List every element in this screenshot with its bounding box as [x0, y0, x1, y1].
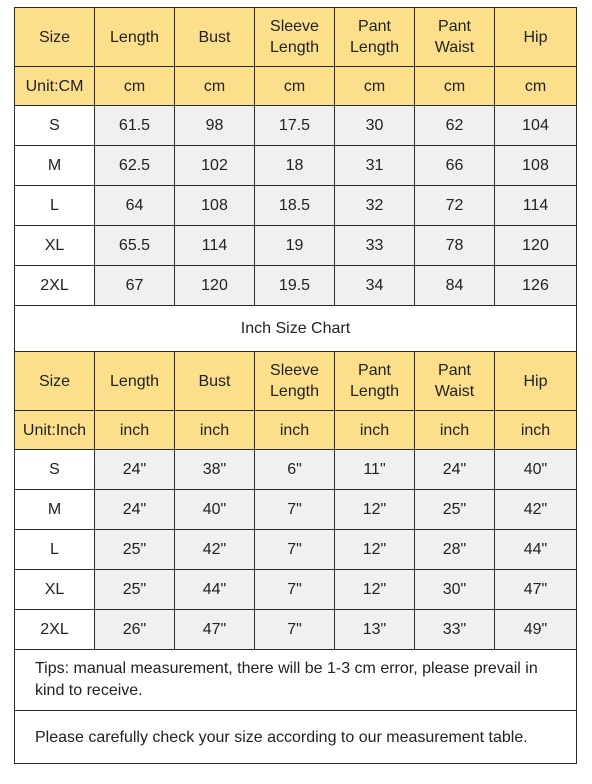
- table-row: [15, 610, 577, 650]
- value-cell: 120: [175, 266, 255, 306]
- size-cell: M: [15, 490, 95, 530]
- value-cell: 26": [95, 610, 175, 650]
- header-row: [15, 8, 577, 67]
- unit-cell: inch: [415, 411, 495, 450]
- value-cell: 114: [495, 186, 577, 226]
- value-cell: 44": [495, 530, 577, 570]
- unit-row: [15, 411, 577, 450]
- value-cell: 44": [175, 570, 255, 610]
- value-cell: 102: [175, 146, 255, 186]
- table-row: [15, 266, 577, 306]
- header-cell: Sleeve Length: [255, 8, 335, 67]
- unit-cell: inch: [335, 411, 415, 450]
- header-row: [15, 352, 577, 411]
- value-cell: 38": [175, 450, 255, 490]
- value-cell: 65.5: [95, 226, 175, 266]
- table-row: [15, 226, 577, 266]
- header-cell: Length: [95, 352, 175, 411]
- value-cell: 33": [415, 610, 495, 650]
- unit-cell: cm: [255, 67, 335, 106]
- value-cell: 66: [415, 146, 495, 186]
- header-cell: Bust: [175, 8, 255, 67]
- value-cell: 12": [335, 570, 415, 610]
- unit-cell: cm: [495, 67, 577, 106]
- header-cell: Size: [15, 352, 95, 411]
- value-cell: 19.5: [255, 266, 335, 306]
- value-cell: 47": [175, 610, 255, 650]
- value-cell: 7": [255, 490, 335, 530]
- inch-table: [15, 352, 577, 650]
- table-row: [15, 146, 577, 186]
- value-cell: 18.5: [255, 186, 335, 226]
- size-cell: S: [15, 450, 95, 490]
- value-cell: 30": [415, 570, 495, 610]
- value-cell: 32: [335, 186, 415, 226]
- header-cell: Length: [95, 8, 175, 67]
- value-cell: 17.5: [255, 106, 335, 146]
- size-cell: M: [15, 146, 95, 186]
- value-cell: 49": [495, 610, 577, 650]
- size-cell: S: [15, 106, 95, 146]
- value-cell: 7": [255, 570, 335, 610]
- header-cell: Pant Length: [335, 8, 415, 67]
- value-cell: 7": [255, 530, 335, 570]
- inch-size-chart-title: Inch Size Chart: [15, 306, 577, 352]
- tips-text: Tips: manual measurement, there will be 1-3 cm error, please prevail in kind to receive.: [15, 650, 577, 711]
- unit-cell: inch: [255, 411, 335, 450]
- value-cell: 12": [335, 490, 415, 530]
- value-cell: 33: [335, 226, 415, 266]
- value-cell: 42": [175, 530, 255, 570]
- value-cell: 126: [495, 266, 577, 306]
- value-cell: 6": [255, 450, 335, 490]
- value-cell: 25": [95, 570, 175, 610]
- table-row: [15, 186, 577, 226]
- unit-cell: inch: [495, 411, 577, 450]
- value-cell: 25": [415, 490, 495, 530]
- value-cell: 47": [495, 570, 577, 610]
- header-cell: Size: [15, 8, 95, 67]
- value-cell: 114: [175, 226, 255, 266]
- value-cell: 7": [255, 610, 335, 650]
- value-cell: 108: [495, 146, 577, 186]
- unit-cell: cm: [335, 67, 415, 106]
- value-cell: 42": [495, 490, 577, 530]
- value-cell: 19: [255, 226, 335, 266]
- footer-notes: [15, 650, 577, 764]
- value-cell: 72: [415, 186, 495, 226]
- value-cell: 64: [95, 186, 175, 226]
- unit-cell: cm: [95, 67, 175, 106]
- value-cell: 120: [495, 226, 577, 266]
- header-cell: Pant Waist: [415, 352, 495, 411]
- unit-row: [15, 67, 577, 106]
- value-cell: 78: [415, 226, 495, 266]
- size-cell: 2XL: [15, 610, 95, 650]
- unit-cell: cm: [175, 67, 255, 106]
- inch-title-section: [15, 306, 577, 352]
- header-cell: Hip: [495, 352, 577, 411]
- table-row: [15, 570, 577, 610]
- value-cell: 34: [335, 266, 415, 306]
- value-cell: 40": [175, 490, 255, 530]
- unit-cell: Unit:Inch: [15, 411, 95, 450]
- value-cell: 104: [495, 106, 577, 146]
- value-cell: 98: [175, 106, 255, 146]
- size-chart: [14, 7, 576, 764]
- size-cell: L: [15, 530, 95, 570]
- table-row: [15, 530, 577, 570]
- size-chart-table: [14, 7, 577, 764]
- cm-table: [15, 8, 577, 306]
- value-cell: 18: [255, 146, 335, 186]
- header-cell: Sleeve Length: [255, 352, 335, 411]
- table-row: [15, 490, 577, 530]
- value-cell: 12": [335, 530, 415, 570]
- value-cell: 108: [175, 186, 255, 226]
- value-cell: 24": [95, 490, 175, 530]
- table-row: [15, 106, 577, 146]
- value-cell: 28": [415, 530, 495, 570]
- value-cell: 67: [95, 266, 175, 306]
- value-cell: 84: [415, 266, 495, 306]
- unit-cell: inch: [95, 411, 175, 450]
- unit-cell: cm: [415, 67, 495, 106]
- table-row: [15, 450, 577, 490]
- note-text: Please carefully check your size according to our measurement table.: [15, 711, 577, 764]
- size-cell: L: [15, 186, 95, 226]
- header-cell: Hip: [495, 8, 577, 67]
- size-cell: 2XL: [15, 266, 95, 306]
- value-cell: 25": [95, 530, 175, 570]
- header-cell: Pant Length: [335, 352, 415, 411]
- header-cell: Bust: [175, 352, 255, 411]
- value-cell: 40": [495, 450, 577, 490]
- unit-cell: Unit:CM: [15, 67, 95, 106]
- value-cell: 62.5: [95, 146, 175, 186]
- value-cell: 31: [335, 146, 415, 186]
- value-cell: 11": [335, 450, 415, 490]
- size-cell: XL: [15, 226, 95, 266]
- value-cell: 30: [335, 106, 415, 146]
- value-cell: 62: [415, 106, 495, 146]
- value-cell: 24": [95, 450, 175, 490]
- size-cell: XL: [15, 570, 95, 610]
- value-cell: 13": [335, 610, 415, 650]
- value-cell: 24": [415, 450, 495, 490]
- value-cell: 61.5: [95, 106, 175, 146]
- header-cell: Pant Waist: [415, 8, 495, 67]
- unit-cell: inch: [175, 411, 255, 450]
